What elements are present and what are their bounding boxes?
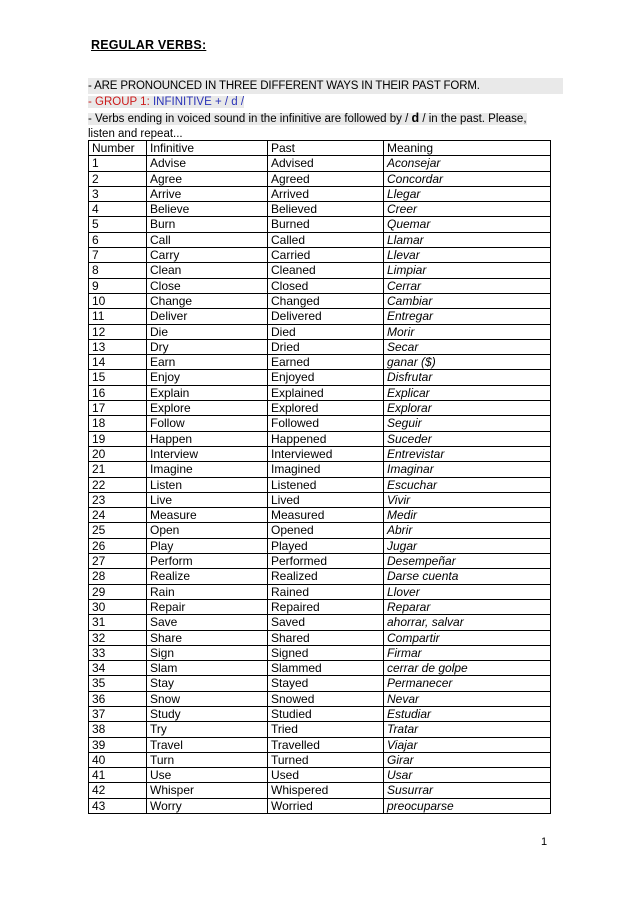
meaning-cell: Cambiar <box>384 293 551 308</box>
infinitive-cell: Change <box>147 293 268 308</box>
number-cell: 2 <box>89 171 147 186</box>
past-cell: Played <box>268 538 384 553</box>
number-cell: 21 <box>89 462 147 477</box>
number-cell: 15 <box>89 370 147 385</box>
meaning-cell: Susurrar <box>384 783 551 798</box>
number-cell: 22 <box>89 477 147 492</box>
infinitive-cell: Slam <box>147 661 268 676</box>
table-row <box>89 554 551 569</box>
meaning-cell: Escuchar <box>384 477 551 492</box>
past-cell: Interviewed <box>268 446 384 461</box>
table-row <box>89 355 551 370</box>
table-row <box>89 385 551 400</box>
meaning-cell: Secar <box>384 339 551 354</box>
past-cell: Travelled <box>268 737 384 752</box>
number-cell: 35 <box>89 676 147 691</box>
meaning-cell: Girar <box>384 752 551 767</box>
past-cell: Listened <box>268 477 384 492</box>
past-cell: Realized <box>268 569 384 584</box>
meaning-cell: Concordar <box>384 171 551 186</box>
infinitive-cell: Advise <box>147 156 268 171</box>
number-cell: 23 <box>89 492 147 507</box>
number-cell: 28 <box>89 569 147 584</box>
past-cell: Died <box>268 324 384 339</box>
table-row <box>89 768 551 783</box>
past-cell: Enjoyed <box>268 370 384 385</box>
number-cell: 1 <box>89 156 147 171</box>
meaning-cell: Imaginar <box>384 462 551 477</box>
past-cell: Tried <box>268 722 384 737</box>
number-cell: 6 <box>89 232 147 247</box>
meaning-cell: Quemar <box>384 217 551 232</box>
number-cell: 12 <box>89 324 147 339</box>
number-cell: 37 <box>89 706 147 721</box>
infinitive-cell: Follow <box>147 416 268 431</box>
infinitive-cell: Earn <box>147 355 268 370</box>
group-label: INFINITIVE + / d / <box>152 96 245 108</box>
meaning-cell: Seguir <box>384 416 551 431</box>
number-cell: 19 <box>89 431 147 446</box>
past-cell: Rained <box>268 584 384 599</box>
infinitive-cell: Interview <box>147 446 268 461</box>
infinitive-cell: Happen <box>147 431 268 446</box>
header-past: Past <box>268 141 384 156</box>
meaning-cell: Entrevistar <box>384 446 551 461</box>
table-row <box>89 171 551 186</box>
number-cell: 34 <box>89 661 147 676</box>
meaning-cell: Viajar <box>384 737 551 752</box>
table-row <box>89 538 551 553</box>
infinitive-cell: Repair <box>147 599 268 614</box>
table-row <box>89 569 551 584</box>
infinitive-cell: Measure <box>147 508 268 523</box>
meaning-cell: Llevar <box>384 248 551 263</box>
infinitive-cell: Rain <box>147 584 268 599</box>
meaning-cell: Compartir <box>384 630 551 645</box>
meaning-cell: Creer <box>384 202 551 217</box>
past-cell: Worried <box>268 798 384 813</box>
infinitive-cell: Believe <box>147 202 268 217</box>
past-cell: Used <box>268 768 384 783</box>
intro-line-4: listen and repeat... <box>88 128 183 140</box>
past-cell: Dried <box>268 339 384 354</box>
group-prefix: - GROUP 1: <box>88 96 150 108</box>
number-cell: 14 <box>89 355 147 370</box>
meaning-cell: Darse cuenta <box>384 569 551 584</box>
past-cell: Explored <box>268 401 384 416</box>
meaning-cell: Firmar <box>384 645 551 660</box>
number-cell: 39 <box>89 737 147 752</box>
number-cell: 9 <box>89 278 147 293</box>
meaning-cell: Suceder <box>384 431 551 446</box>
number-cell: 18 <box>89 416 147 431</box>
meaning-cell: Llegar <box>384 186 551 201</box>
infinitive-cell: Listen <box>147 477 268 492</box>
number-cell: 11 <box>89 309 147 324</box>
meaning-cell: Cerrar <box>384 278 551 293</box>
number-cell: 32 <box>89 630 147 645</box>
past-cell: Closed <box>268 278 384 293</box>
intro-line-1: - ARE PRONOUNCED IN THREE DIFFERENT WAYS IN THEIR PAST FORM. <box>88 78 563 94</box>
infinitive-cell: Arrive <box>147 186 268 201</box>
table-row <box>89 752 551 767</box>
table-row <box>89 630 551 645</box>
infinitive-cell: Stay <box>147 676 268 691</box>
infinitive-cell: Explain <box>147 385 268 400</box>
table-row <box>89 446 551 461</box>
number-cell: 38 <box>89 722 147 737</box>
table-row <box>89 462 551 477</box>
infinitive-cell: Close <box>147 278 268 293</box>
number-cell: 8 <box>89 263 147 278</box>
number-cell: 7 <box>89 248 147 263</box>
number-cell: 42 <box>89 783 147 798</box>
infinitive-cell: Clean <box>147 263 268 278</box>
infinitive-cell: Enjoy <box>147 370 268 385</box>
infinitive-cell: Sign <box>147 645 268 660</box>
table-row <box>89 416 551 431</box>
past-cell: Slammed <box>268 661 384 676</box>
table-row <box>89 523 551 538</box>
past-cell: Imagined <box>268 462 384 477</box>
number-cell: 20 <box>89 446 147 461</box>
number-cell: 36 <box>89 691 147 706</box>
table-row <box>89 293 551 308</box>
table-row <box>89 263 551 278</box>
page-number: 1 <box>541 836 548 848</box>
intro-line-3 <box>88 110 563 126</box>
past-cell: Performed <box>268 554 384 569</box>
meaning-cell: Explicar <box>384 385 551 400</box>
past-cell: Earned <box>268 355 384 370</box>
intro-line-2 <box>88 94 563 110</box>
meaning-cell: Abrir <box>384 523 551 538</box>
number-cell: 30 <box>89 599 147 614</box>
table-row <box>89 722 551 737</box>
past-cell: Delivered <box>268 309 384 324</box>
meaning-cell: Usar <box>384 768 551 783</box>
past-cell: Whispered <box>268 783 384 798</box>
table-row <box>89 248 551 263</box>
meaning-cell: Explorar <box>384 401 551 416</box>
infinitive-cell: Turn <box>147 752 268 767</box>
number-cell: 26 <box>89 538 147 553</box>
table-row <box>89 706 551 721</box>
meaning-cell: Jugar <box>384 538 551 553</box>
number-cell: 4 <box>89 202 147 217</box>
intro-line-3-end: / in the past. Please, <box>419 113 527 125</box>
infinitive-cell: Perform <box>147 554 268 569</box>
past-cell: Burned <box>268 217 384 232</box>
number-cell: 25 <box>89 523 147 538</box>
header-number: Number <box>89 141 147 156</box>
table-row <box>89 324 551 339</box>
past-cell: Signed <box>268 645 384 660</box>
infinitive-cell: Play <box>147 538 268 553</box>
number-cell: 3 <box>89 186 147 201</box>
table-row <box>89 401 551 416</box>
infinitive-cell: Travel <box>147 737 268 752</box>
table-row <box>89 492 551 507</box>
meaning-cell: Llover <box>384 584 551 599</box>
infinitive-cell: Whisper <box>147 783 268 798</box>
infinitive-cell: Call <box>147 232 268 247</box>
table-row <box>89 737 551 752</box>
table-row <box>89 339 551 354</box>
infinitive-cell: Use <box>147 768 268 783</box>
table-row <box>89 691 551 706</box>
table-row <box>89 508 551 523</box>
table-row <box>89 156 551 171</box>
number-cell: 10 <box>89 293 147 308</box>
infinitive-cell: Carry <box>147 248 268 263</box>
table-row <box>89 217 551 232</box>
table-row <box>89 676 551 691</box>
meaning-cell: Estudiar <box>384 706 551 721</box>
meaning-cell: ganar ($) <box>384 355 551 370</box>
table-row <box>89 798 551 813</box>
table-row <box>89 278 551 293</box>
meaning-cell: Llamar <box>384 232 551 247</box>
past-cell: Called <box>268 232 384 247</box>
header-meaning: Meaning <box>384 141 551 156</box>
meaning-cell: Disfrutar <box>384 370 551 385</box>
table-row <box>89 202 551 217</box>
table-row <box>89 431 551 446</box>
meaning-cell: Entregar <box>384 309 551 324</box>
table-row <box>89 661 551 676</box>
table-row <box>89 477 551 492</box>
number-cell: 29 <box>89 584 147 599</box>
number-cell: 5 <box>89 217 147 232</box>
meaning-cell: cerrar de golpe <box>384 661 551 676</box>
past-cell: Studied <box>268 706 384 721</box>
past-cell: Believed <box>268 202 384 217</box>
infinitive-cell: Share <box>147 630 268 645</box>
past-cell: Carried <box>268 248 384 263</box>
past-cell: Cleaned <box>268 263 384 278</box>
intro-block <box>88 78 563 142</box>
meaning-cell: Reparar <box>384 599 551 614</box>
infinitive-cell: Imagine <box>147 462 268 477</box>
number-cell: 16 <box>89 385 147 400</box>
past-cell: Saved <box>268 615 384 630</box>
past-cell: Changed <box>268 293 384 308</box>
meaning-cell: preocuparse <box>384 798 551 813</box>
past-cell: Arrived <box>268 186 384 201</box>
page-title: REGULAR VERBS: <box>91 38 207 52</box>
number-cell: 24 <box>89 508 147 523</box>
infinitive-cell: Die <box>147 324 268 339</box>
meaning-cell: Tratar <box>384 722 551 737</box>
number-cell: 40 <box>89 752 147 767</box>
intro-line-3-start: - Verbs ending in voiced sound in the infinitive are followed by / <box>88 113 412 125</box>
table-row <box>89 232 551 247</box>
infinitive-cell: Open <box>147 523 268 538</box>
infinitive-cell: Save <box>147 615 268 630</box>
infinitive-cell: Burn <box>147 217 268 232</box>
past-cell: Agreed <box>268 171 384 186</box>
infinitive-cell: Explore <box>147 401 268 416</box>
past-cell: Advised <box>268 156 384 171</box>
number-cell: 33 <box>89 645 147 660</box>
infinitive-cell: Worry <box>147 798 268 813</box>
intro-line-3-bold: d <box>411 111 420 125</box>
table-row <box>89 584 551 599</box>
infinitive-cell: Agree <box>147 171 268 186</box>
infinitive-cell: Study <box>147 706 268 721</box>
infinitive-cell: Dry <box>147 339 268 354</box>
infinitive-cell: Snow <box>147 691 268 706</box>
header-infinitive: Infinitive <box>147 141 268 156</box>
number-cell: 17 <box>89 401 147 416</box>
past-cell: Snowed <box>268 691 384 706</box>
meaning-cell: Vivir <box>384 492 551 507</box>
table-row <box>89 615 551 630</box>
past-cell: Repaired <box>268 599 384 614</box>
meaning-cell: ahorrar, salvar <box>384 615 551 630</box>
meaning-cell: Aconsejar <box>384 156 551 171</box>
number-cell: 43 <box>89 798 147 813</box>
meaning-cell: Morir <box>384 324 551 339</box>
meaning-cell: Limpiar <box>384 263 551 278</box>
meaning-cell: Permanecer <box>384 676 551 691</box>
past-cell: Measured <box>268 508 384 523</box>
infinitive-cell: Live <box>147 492 268 507</box>
past-cell: Opened <box>268 523 384 538</box>
meaning-cell: Medir <box>384 508 551 523</box>
table-row <box>89 783 551 798</box>
past-cell: Turned <box>268 752 384 767</box>
number-cell: 31 <box>89 615 147 630</box>
meaning-cell: Nevar <box>384 691 551 706</box>
verbs-table <box>88 140 551 814</box>
table-row <box>89 309 551 324</box>
infinitive-cell: Realize <box>147 569 268 584</box>
infinitive-cell: Try <box>147 722 268 737</box>
past-cell: Followed <box>268 416 384 431</box>
meaning-cell: Desempeñar <box>384 554 551 569</box>
number-cell: 27 <box>89 554 147 569</box>
table-row <box>89 599 551 614</box>
infinitive-cell: Deliver <box>147 309 268 324</box>
table-row <box>89 370 551 385</box>
past-cell: Lived <box>268 492 384 507</box>
past-cell: Happened <box>268 431 384 446</box>
table-row <box>89 186 551 201</box>
table-row <box>89 645 551 660</box>
number-cell: 41 <box>89 768 147 783</box>
past-cell: Shared <box>268 630 384 645</box>
table-header-row <box>89 141 551 156</box>
number-cell: 13 <box>89 339 147 354</box>
past-cell: Explained <box>268 385 384 400</box>
past-cell: Stayed <box>268 676 384 691</box>
